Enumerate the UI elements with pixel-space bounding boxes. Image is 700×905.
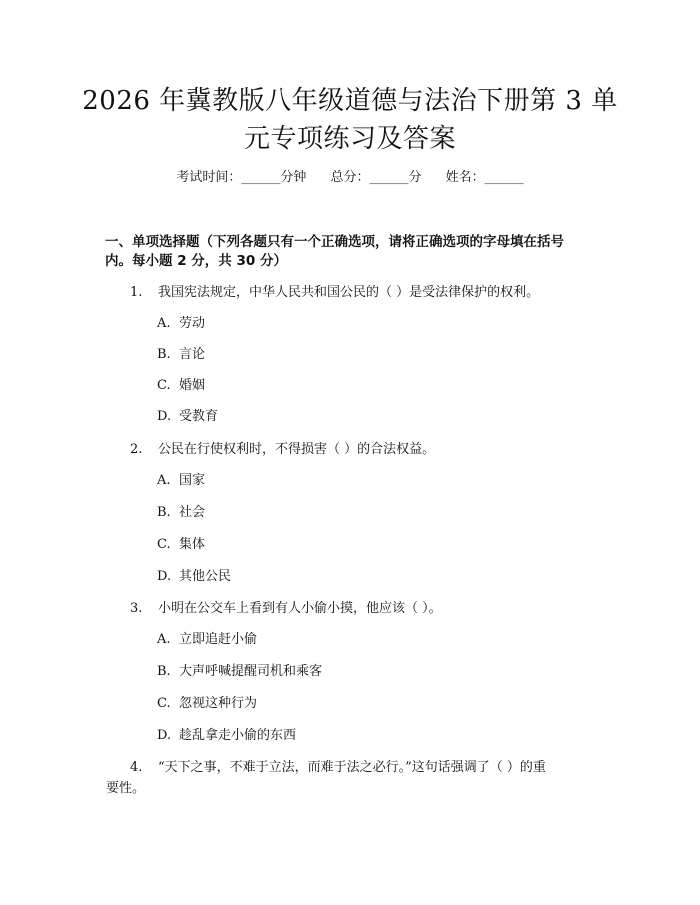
exam-total-score: 总分：______分 [330,170,422,185]
question-4 [130,758,600,778]
question-2-option-c [157,535,577,555]
option-text: 婚姻 [179,378,206,393]
option-text: 集体 [179,537,206,552]
question-3-option-a [157,630,577,650]
question-2-option-a [157,471,577,491]
option-letter: A. [157,473,171,488]
option-letter: A. [157,632,171,647]
question-number: 4. [130,760,143,775]
option-text: 忽视这种行为 [179,696,258,711]
document-title-line-2: 元专项练习及答案 [243,124,456,154]
question-text: 我国宪法规定，中华人民共和国公民的（ ）是受法律保护的权利。 [158,285,540,300]
option-text: 大声呼喊提醒司机和乘客 [179,664,323,679]
option-letter: B. [157,347,171,362]
section-heading-line-1: 一、单项选择题（下列各题只有一个正确选项，请将正确选项的字母填在括号 [105,234,564,250]
question-number: 3. [130,601,143,616]
question-3-option-d [157,726,577,746]
option-text: 言论 [179,347,206,362]
question-1-option-d [157,407,577,427]
question-2 [130,440,600,460]
question-text: “天下之事，不难于立法，而难于法之必行。”这句话强调了（ ）的重 [158,760,546,775]
option-letter: B. [157,505,171,520]
option-letter: C. [157,537,171,552]
question-1-option-b [157,345,577,365]
option-text: 国家 [179,473,206,488]
option-text: 立即追赶小偷 [179,632,258,647]
option-letter: B. [157,664,171,679]
option-letter: D. [157,409,172,424]
exam-name-field: 姓名：______ [445,170,524,185]
exam-time: 考试时间：______分钟 [176,170,307,185]
option-letter: A. [157,316,171,331]
question-text: 小明在公交车上看到有人小偷小摸，他应该（ ）。 [158,601,442,616]
option-text: 社会 [179,505,206,520]
option-text: 受教育 [179,409,219,424]
exam-info [0,168,700,188]
question-1 [130,283,600,303]
question-3-option-b [157,662,577,682]
question-4-continuation: 要性。 [106,781,146,796]
question-3 [130,599,600,619]
option-letter: D. [157,728,172,743]
question-2-option-b [157,503,577,523]
question-number: 2. [130,442,143,457]
option-letter: C. [157,378,171,393]
option-text: 劳动 [179,316,206,331]
question-1-option-a [157,314,577,334]
document-title-line-1: 2026 年冀教版八年级道德与法治下册第 3 单 [82,86,618,116]
option-text: 其他公民 [179,569,232,584]
question-3-option-c [157,694,577,714]
option-text: 趁乱拿走小偷的东西 [179,728,297,743]
question-number: 1. [130,285,143,300]
option-letter: D. [157,569,172,584]
option-letter: C. [157,696,171,711]
section-heading-line-2: 内。每小题 2 分，共 30 分） [105,253,287,269]
question-2-option-d [157,567,577,587]
question-text: 公民在行使权利时，不得损害（ ）的合法权益。 [158,442,436,457]
question-1-option-c [157,376,577,396]
